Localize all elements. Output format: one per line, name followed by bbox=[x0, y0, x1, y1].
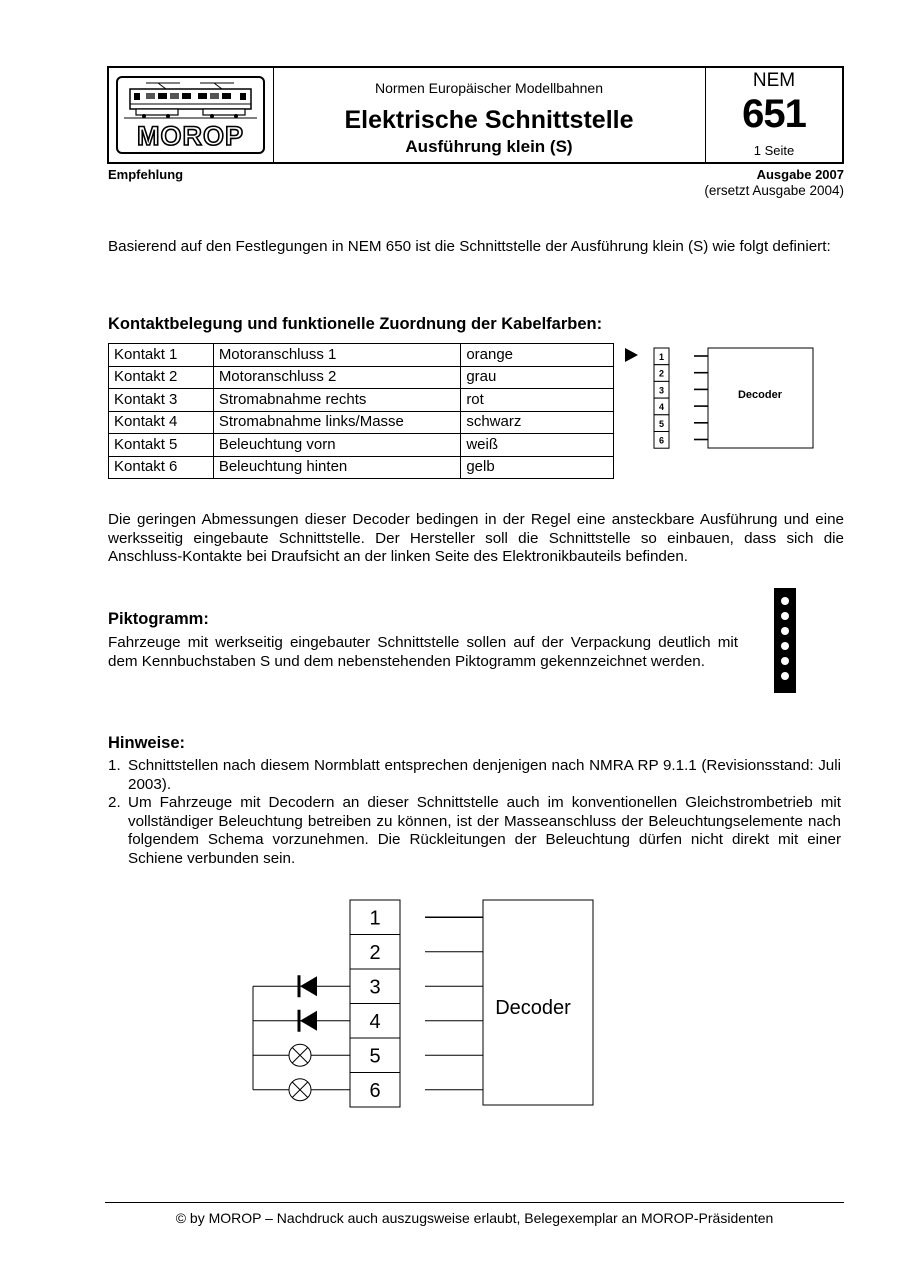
cell-function: Beleuchtung hinten bbox=[213, 456, 461, 479]
cell-color: orange bbox=[461, 344, 614, 367]
standard-number: 651 bbox=[742, 92, 806, 136]
status-label: Empfehlung bbox=[108, 167, 184, 182]
cell-color: schwarz bbox=[461, 411, 614, 434]
small-pin-label: 2 bbox=[658, 368, 665, 379]
organization-name: Normen Europäischer Modellbahnen bbox=[374, 80, 604, 96]
pointer-triangle-icon bbox=[625, 348, 638, 362]
cell-contact: Kontakt 5 bbox=[109, 434, 214, 457]
contacts-heading: Kontaktbelegung und funktionelle Zuordnung der Kabelfarben: bbox=[108, 315, 603, 333]
small-decoder-label: Decoder bbox=[737, 389, 783, 401]
small-pin-label: 1 bbox=[658, 352, 665, 362]
replaces-label: (ersetzt Ausgabe 2004) bbox=[704, 183, 844, 198]
small-pin-label: 4 bbox=[658, 402, 665, 413]
standard-prefix: NEM bbox=[752, 70, 796, 91]
title-cell bbox=[273, 68, 706, 162]
pin-label: 3 bbox=[369, 976, 381, 999]
cell-function: Stromabnahme links/Masse bbox=[213, 411, 461, 434]
pictogram-dot bbox=[781, 612, 789, 620]
footer-copyright: © by MOROP – Nachdruck auch auszugsweise erlaubt, Belegexemplar an MOROP-Präsidenten bbox=[175, 1210, 774, 1226]
pin-label: 2 bbox=[369, 941, 381, 964]
cell-contact: Kontakt 4 bbox=[109, 411, 214, 434]
cell-function: Beleuchtung vorn bbox=[213, 434, 461, 457]
note-item: 1. Schnittstellen nach diesem Normblatt entsprechen denjenigen nach NMRA RP 9.1.1 (Revisionsstand: Juli 2003). bbox=[108, 757, 841, 793]
page-count: 1 Seite bbox=[753, 143, 795, 158]
document-subtitle: Ausführung klein (S) bbox=[405, 137, 573, 156]
table-row bbox=[109, 366, 614, 389]
cell-color: gelb bbox=[461, 456, 614, 479]
small-pin-label: 3 bbox=[658, 385, 665, 396]
pictogram-paragraph: Fahrzeuge mit werkseitig eingebauter Schnittstelle sollen auf der Verpackung deutlich mit dem Kennbuchstaben S und dem nebenstehenden Piktogramm gekennzeichnet werden. bbox=[108, 634, 738, 670]
diode-icon bbox=[299, 1010, 317, 1032]
morop-logo bbox=[116, 76, 265, 154]
lamp-icon bbox=[289, 1044, 311, 1066]
pictogram-dot bbox=[781, 642, 789, 650]
wiring-diagram bbox=[245, 895, 595, 1120]
cell-color: weiß bbox=[461, 434, 614, 457]
cell-color: rot bbox=[461, 389, 614, 412]
document-title: Elektrische Schnittstelle bbox=[344, 106, 634, 134]
cell-color: grau bbox=[461, 366, 614, 389]
cell-function: Stromabnahme rechts bbox=[213, 389, 461, 412]
cell-function: Motoranschluss 2 bbox=[213, 366, 461, 389]
cell-contact: Kontakt 1 bbox=[109, 344, 214, 367]
pin-label: 4 bbox=[369, 1010, 381, 1033]
notes-heading: Hinweise: bbox=[108, 734, 186, 752]
pictogram-dot bbox=[781, 657, 789, 665]
cell-contact: Kontakt 3 bbox=[109, 389, 214, 412]
pictogram-dot bbox=[781, 672, 789, 680]
pictogram-heading: Piktogramm: bbox=[108, 610, 209, 628]
pictogram-dot bbox=[781, 627, 789, 635]
document-header bbox=[107, 66, 844, 164]
edition-label: Ausgabe 2007 bbox=[756, 167, 844, 182]
cell-contact: Kontakt 2 bbox=[109, 366, 214, 389]
small-pin-label: 5 bbox=[658, 418, 665, 429]
diode-icon bbox=[299, 975, 317, 997]
cell-contact: Kontakt 6 bbox=[109, 456, 214, 479]
mounting-paragraph: Die geringen Abmessungen dieser Decoder bedingen in der Regel eine ansteckbare Ausführung und eine werksseitig eingebaute Schnittstelle. Der Hersteller soll die Schnittstelle so einbauen, dass sich die Anschluss-Kontakte bei Draufsicht an der linken Seite des Elektronikbauteils befinden. bbox=[108, 511, 844, 565]
table-row bbox=[109, 411, 614, 434]
footer-divider bbox=[105, 1202, 844, 1203]
table-row bbox=[109, 434, 614, 457]
table-row bbox=[109, 456, 614, 479]
pin-label: 1 bbox=[369, 907, 381, 930]
note-item: 2. Um Fahrzeuge mit Decodern an dieser Schnittstelle auch im konventionellen Gleichstrombetrieb mit vollständiger Beleuchtung betreiben zu können, ist der Masseanschluss der Beleuchtungselemente nach folgendem Schema vorzunehmen. Die Rückleitungen der Beleuchtung dürfen nicht direkt mit einer Schiene verbunden sein. bbox=[108, 794, 841, 867]
table-row bbox=[109, 389, 614, 412]
logo-cell bbox=[109, 68, 274, 162]
notes-list bbox=[108, 757, 841, 868]
interface-pictogram bbox=[774, 588, 796, 693]
decoder-label: Decoder bbox=[495, 997, 571, 1019]
table-row bbox=[109, 344, 614, 367]
lamp-icon bbox=[289, 1079, 311, 1101]
pin-label: 6 bbox=[369, 1079, 381, 1102]
logo-text: MOROP bbox=[136, 121, 244, 151]
pin-label: 5 bbox=[369, 1045, 381, 1068]
intro-paragraph: Basierend auf den Festlegungen in NEM 650 ist die Schnittstelle der Ausführung klein (S) wie folgt definiert: bbox=[108, 238, 831, 255]
contact-table bbox=[108, 343, 614, 479]
small-decoder-diagram bbox=[620, 340, 820, 455]
small-pin-label: 6 bbox=[658, 435, 665, 446]
standard-cell bbox=[706, 68, 842, 162]
cell-function: Motoranschluss 1 bbox=[213, 344, 461, 367]
pictogram-dot bbox=[781, 597, 789, 605]
